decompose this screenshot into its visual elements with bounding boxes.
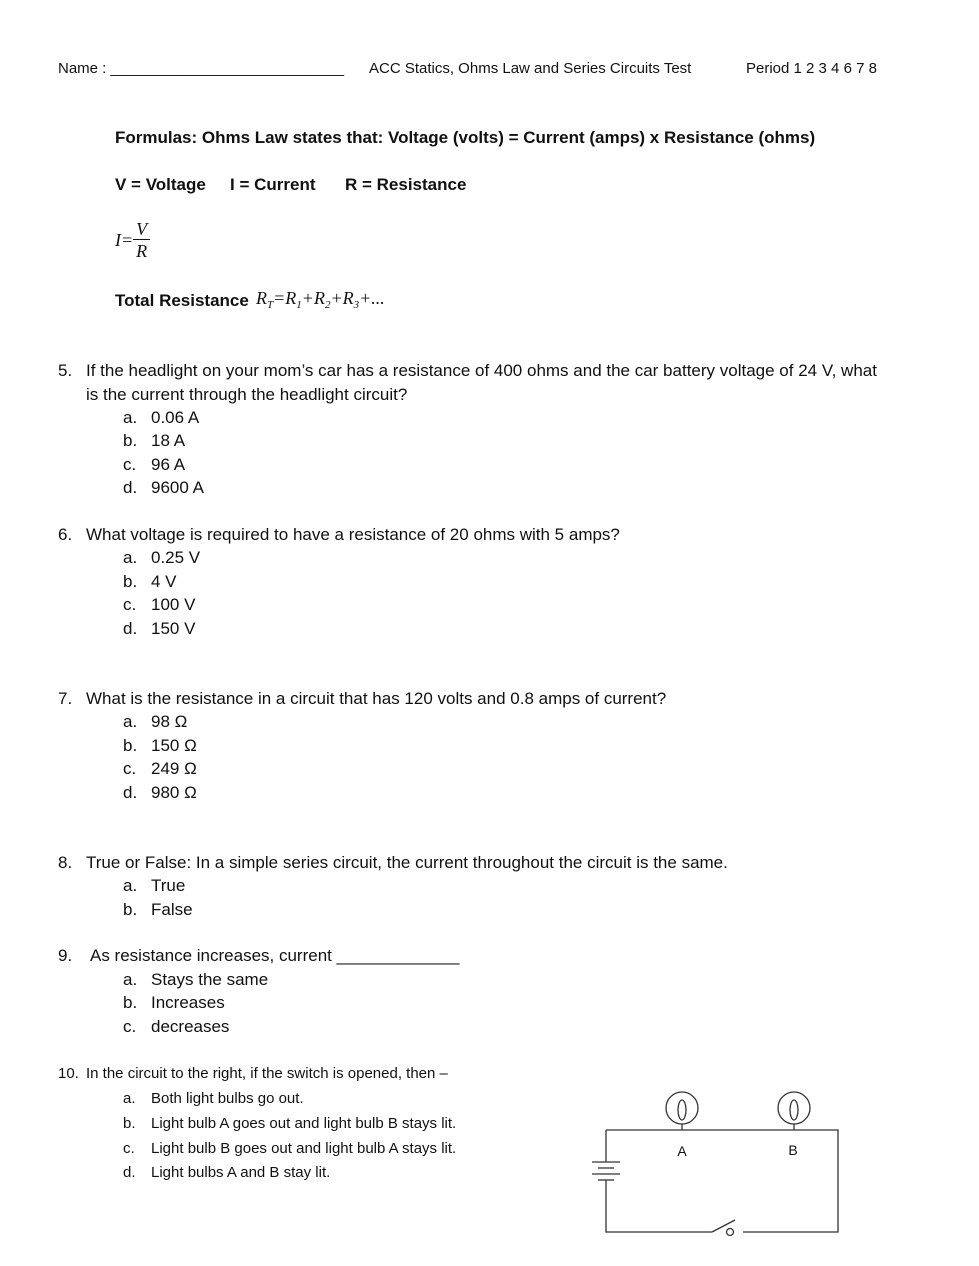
question-number: 7.	[58, 689, 73, 708]
option-letter: a.	[123, 876, 138, 895]
option-text: Increases	[151, 993, 225, 1012]
ellipsis: +...	[359, 288, 385, 308]
option-letter: a.	[123, 970, 138, 989]
bulb-b-label: B	[788, 1142, 798, 1158]
question-5	[58, 361, 877, 381]
option-5a[interactable]	[123, 408, 199, 428]
option-text: 98 Ω	[151, 712, 188, 731]
option-letter: d.	[123, 619, 138, 638]
bulb-a-label: A	[677, 1143, 687, 1159]
option-text: Light bulbs A and B stay lit.	[151, 1164, 331, 1181]
r3-subscript: 3	[353, 299, 360, 311]
circuit-wire-bottom-left	[606, 1180, 712, 1232]
option-letter: b.	[123, 572, 138, 591]
plus-sign: +	[301, 288, 314, 308]
rt-symbol: R	[256, 288, 267, 308]
question-9	[58, 946, 460, 966]
question-text: If the headlight on your mom’s car has a resistance of 400 ohms and the car battery voltage of 24 V, what	[86, 361, 877, 380]
option-10a[interactable]	[123, 1090, 304, 1107]
ohm-numerator: V	[133, 219, 150, 240]
option-letter: b.	[123, 431, 138, 450]
option-text: Stays the same	[151, 970, 269, 989]
option-5b[interactable]	[123, 431, 185, 451]
option-text: decreases	[151, 1017, 230, 1036]
option-5d[interactable]	[123, 478, 204, 498]
option-letter: d.	[123, 783, 138, 802]
option-letter: c.	[123, 595, 137, 614]
bulb-a-icon	[666, 1092, 698, 1130]
option-10c[interactable]	[123, 1140, 456, 1157]
r3-symbol: R	[342, 288, 354, 308]
option-text: 96 A	[151, 455, 186, 474]
option-text: Light bulb A goes out and light bulb B stays lit.	[151, 1115, 457, 1132]
option-text: 0.25 V	[151, 548, 201, 567]
question-7	[58, 689, 666, 709]
option-text: Both light bulbs go out.	[151, 1090, 304, 1107]
option-letter: b.	[123, 993, 138, 1012]
question-5-line2: is the current through the headlight circuit?	[86, 385, 408, 404]
ohm-fraction	[133, 219, 150, 262]
option-5c[interactable]	[123, 455, 185, 475]
question-8	[58, 853, 728, 873]
option-text: 4 V	[151, 572, 177, 591]
equals-sign: =	[273, 288, 286, 308]
resistance-definition: R = Resistance	[345, 175, 467, 194]
rt-subscript: T	[267, 299, 274, 311]
option-7a[interactable]	[123, 712, 187, 732]
bulb-b-icon	[778, 1092, 810, 1130]
option-text: 150 V	[151, 619, 196, 638]
option-letter: d.	[123, 478, 138, 497]
total-resistance-formula	[256, 288, 385, 311]
option-text: Light bulb B goes out and light bulb A stays lit.	[151, 1140, 457, 1157]
question-text: In the circuit to the right, if the switch is opened, then –	[86, 1065, 448, 1082]
ohm-denominator: R	[136, 241, 148, 261]
option-letter: d.	[123, 1164, 136, 1181]
option-letter: c.	[123, 1017, 137, 1036]
question-text: What is the resistance in a circuit that has 120 volts and 0.8 amps of current?	[86, 689, 667, 708]
name-field[interactable]: Name : ____________________________	[58, 60, 345, 77]
r2-symbol: R	[313, 288, 325, 308]
option-6a[interactable]	[123, 548, 200, 568]
current-definition: I = Current	[230, 175, 316, 194]
option-letter: a.	[123, 712, 138, 731]
option-text: True	[151, 876, 186, 895]
option-8a[interactable]	[123, 876, 185, 896]
option-letter: a.	[123, 1090, 136, 1107]
question-text: As resistance increases, current _____________	[90, 946, 460, 965]
option-9a[interactable]	[123, 970, 268, 990]
r1-subscript: 1	[296, 299, 302, 311]
option-8b[interactable]	[123, 900, 193, 920]
option-10b[interactable]	[123, 1115, 456, 1132]
question-number: 8.	[58, 853, 73, 872]
option-10d[interactable]	[123, 1164, 330, 1181]
series-circuit-diagram	[580, 1080, 850, 1245]
option-letter: b.	[123, 1115, 136, 1132]
option-text: 9600 A	[151, 478, 204, 497]
option-letter: c.	[123, 1140, 135, 1157]
question-number: 10.	[58, 1065, 79, 1082]
option-text: 980 Ω	[151, 783, 197, 802]
circuit-wire-top-right	[606, 1130, 838, 1232]
formula-heading: Formulas: Ohms Law states that: Voltage (volts) = Current (amps) x Resistance (ohms)	[115, 128, 816, 147]
question-number: 5.	[58, 361, 73, 380]
option-letter: a.	[123, 408, 138, 427]
switch-icon	[712, 1220, 735, 1236]
r2-subscript: 2	[324, 299, 331, 311]
question-text: True or False: In a simple series circuit, the current throughout the circuit is the same.	[86, 853, 728, 872]
battery-icon	[592, 1162, 620, 1180]
option-letter: a.	[123, 548, 138, 567]
option-text: 18 A	[151, 431, 186, 450]
plus-sign: +	[330, 288, 343, 308]
option-letter: b.	[123, 736, 138, 755]
option-letter: c.	[123, 759, 137, 778]
option-text: 150 Ω	[151, 736, 197, 755]
ohm-lhs: I=	[115, 230, 134, 250]
option-9b[interactable]	[123, 993, 225, 1013]
ohms-law-formula	[115, 219, 150, 262]
r1-symbol: R	[285, 288, 297, 308]
option-7d[interactable]	[123, 783, 197, 803]
option-9c[interactable]	[123, 1017, 229, 1037]
test-title: ACC Statics, Ohms Law and Series Circuits Test	[369, 60, 692, 77]
total-resistance-label: Total Resistance	[115, 291, 249, 310]
option-text: 100 V	[151, 595, 196, 614]
option-6d[interactable]	[123, 619, 195, 639]
question-number: 9.	[58, 946, 73, 965]
option-text: 0.06 A	[151, 408, 200, 427]
question-6	[58, 525, 620, 545]
option-text: 249 Ω	[151, 759, 197, 778]
option-letter: c.	[123, 455, 137, 474]
option-6c[interactable]	[123, 595, 195, 615]
question-10	[58, 1065, 448, 1082]
option-7b[interactable]	[123, 736, 197, 756]
question-number: 6.	[58, 525, 73, 544]
option-text: False	[151, 900, 193, 919]
voltage-definition: V = Voltage	[115, 175, 206, 194]
period-list: Period 1 2 3 4 6 7 8	[746, 60, 877, 77]
option-7c[interactable]	[123, 759, 197, 779]
option-letter: b.	[123, 900, 138, 919]
option-6b[interactable]	[123, 572, 177, 592]
question-text: What voltage is required to have a resistance of 20 ohms with 5 amps?	[86, 525, 620, 544]
